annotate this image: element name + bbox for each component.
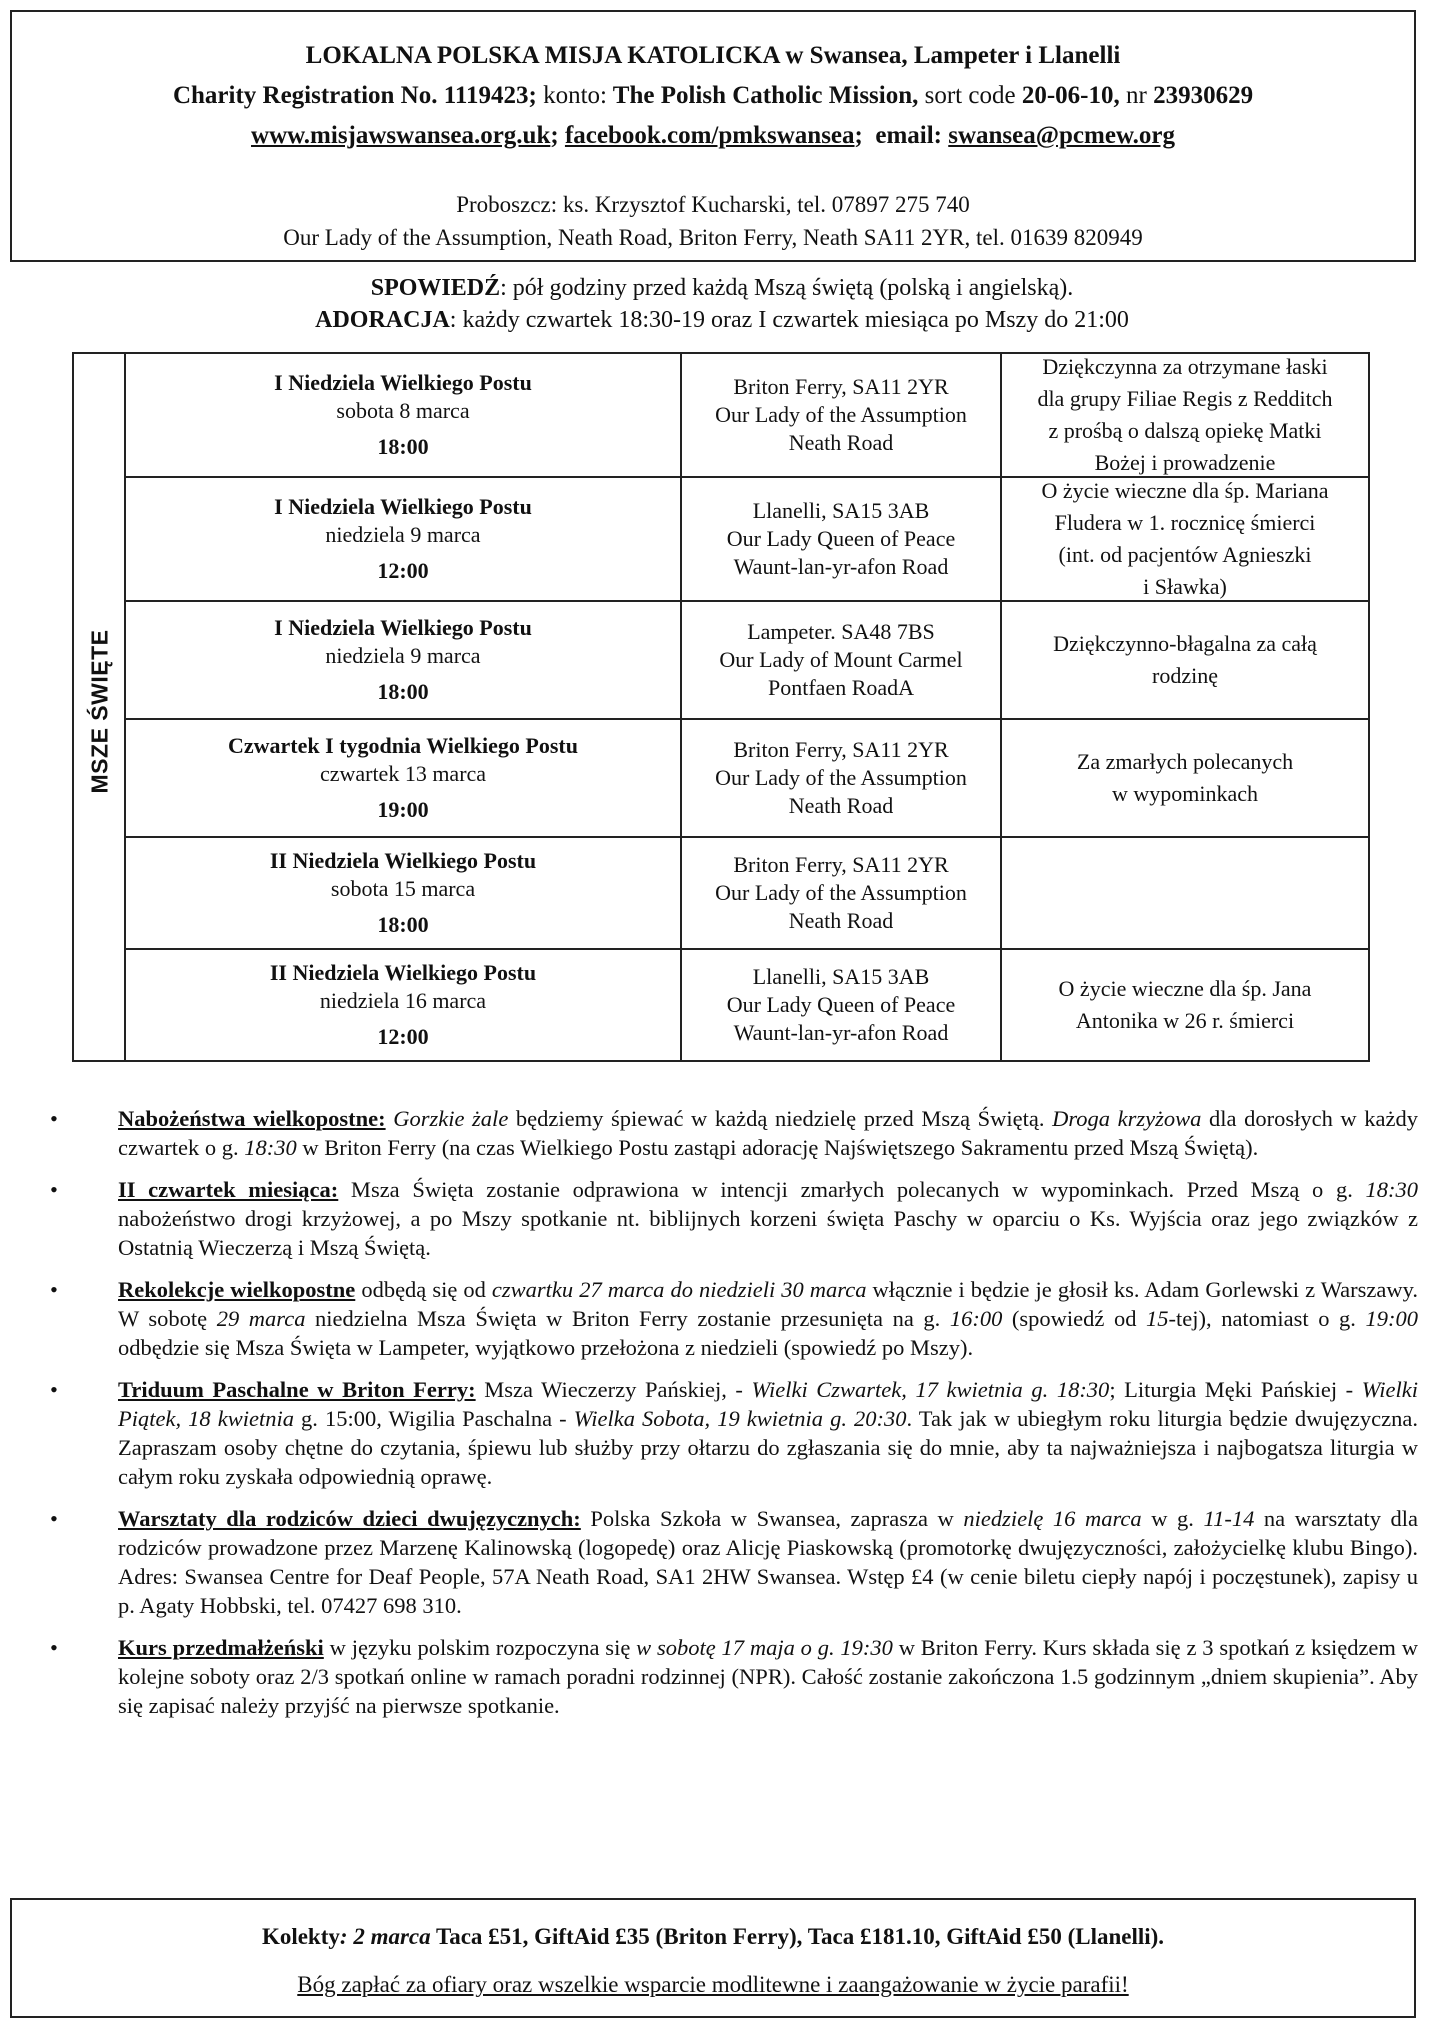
bullet-icon: •: [50, 1177, 58, 1202]
confession-text: : pół godziny przed każdą Mszą świętą (polską i angielską).: [500, 275, 1074, 301]
announcement-text: ; Liturgia Męki Pańskiej -: [1109, 1377, 1362, 1402]
announcement-text: włącznie i będzie je głosił ks. Adam Gorlewski z Warszawy. W sobotę: [118, 1277, 1419, 1331]
mass-date: czwartek 13 marca: [319, 761, 487, 786]
mass-intention-cell: [1002, 720, 1368, 836]
intention-line: Fludera w 1. rocznicę śmierci: [1054, 510, 1316, 535]
emphasis-text: Wielki Czwartek, 17 kwietnia g. 18:30: [751, 1377, 1110, 1402]
mass-title: Czwartek I tygodnia Wielkiego Postu: [228, 733, 578, 758]
mass-intention-cell: [1002, 950, 1368, 1060]
confession-label: SPOWIEDŹ: [370, 275, 501, 301]
announcement-heading: II czwartek miesiąca:: [118, 1177, 339, 1202]
mass-place-cell: [682, 602, 1002, 718]
announcement-text: w języku polskim rozpoczyna się: [323, 1635, 637, 1660]
announcement-heading: Rekolekcje wielkopostne: [118, 1277, 356, 1302]
place-line: Briton Ferry, SA11 2YR: [733, 737, 949, 762]
bullet-icon: •: [50, 1106, 58, 1131]
place-line: Waunt-lan-yr-afon Road: [733, 1020, 949, 1045]
announcement-text: w Briton Ferry (na czas Wielkiego Postu zastąpi adorację Najświętszego Sakramentu przed Mszą Świętą).: [296, 1135, 1259, 1160]
announcement-heading: Nabożeństwa wielkopostne:: [118, 1106, 386, 1131]
mass-title-cell: [126, 950, 682, 1060]
intention-line: Antonika w 26 r. śmierci: [1075, 1008, 1295, 1033]
collection-box: [10, 1898, 1416, 2018]
mass-title-cell: [126, 720, 682, 836]
place-line: Our Lady Queen of Peace: [726, 526, 956, 551]
mass-title-cell: [126, 602, 682, 718]
mass-row: [126, 602, 1368, 720]
intention-line: O życie wieczne dla śp. Jana: [1058, 976, 1312, 1001]
mass-title: I Niedziela Wielkiego Postu: [274, 615, 532, 640]
mass-time: 18:00: [377, 679, 429, 704]
announcement-text: Msza Święta zostanie odprawiona w intencji zmarłych polecanych w wypominkach. Przed Mszą o g.: [338, 1177, 1366, 1202]
place-line: Waunt-lan-yr-afon Road: [733, 554, 949, 579]
mass-title: II Niedziela Wielkiego Postu: [269, 848, 537, 873]
account-name: The Polish Catholic Mission,: [612, 82, 919, 109]
charity-registration: Charity Registration No. 1119423;: [172, 82, 537, 109]
intention-line: O życie wieczne dla śp. Mariana: [1041, 478, 1329, 503]
place-line: Llanelli, SA15 3AB: [752, 964, 930, 989]
announcement-heading: Warsztaty dla rodziców dzieci dwujęzycznych:: [118, 1506, 581, 1531]
emphasis-text: czwartku 27 marca do niedzieli 30 marca: [491, 1277, 867, 1302]
intention-line: Bożej i prowadzenie: [1094, 450, 1276, 475]
place-line: Our Lady of Mount Carmel: [719, 647, 963, 672]
mass-date: niedziela 9 marca: [325, 522, 481, 547]
announcement-text: (spowiedź od: [1002, 1306, 1147, 1331]
bullet-icon: •: [50, 1277, 58, 1302]
confession-info: [0, 272, 1444, 336]
emphasis-text: Wielki Piątek, 18 kwietnia: [118, 1377, 1418, 1431]
email-label: email:: [875, 122, 942, 149]
intention-line: dla grupy Filiae Regis z Redditch: [1037, 386, 1333, 411]
announcement-item: [48, 1633, 1418, 1720]
emphasis-text: 29 marca: [216, 1306, 306, 1331]
announcement-text: w g.: [1141, 1506, 1204, 1531]
place-line: Pontfaen RoadA: [767, 675, 915, 700]
collection-line: [12, 1924, 1414, 1950]
mass-title-cell: [126, 354, 682, 476]
mass-time: 12:00: [377, 558, 429, 583]
mass-time: 12:00: [377, 1024, 429, 1049]
announcements-list: [48, 1104, 1418, 1733]
emphasis-text: 18:30: [244, 1135, 297, 1160]
mass-row: [126, 720, 1368, 838]
collection-colon: :: [339, 1924, 348, 1949]
intention-line: w wypominkach: [1111, 781, 1259, 806]
mass-title: I Niedziela Wielkiego Postu: [274, 370, 532, 395]
announcement-text: niedzielna Msza Święta w Briton Ferry zostanie przesunięta na g.: [305, 1306, 950, 1331]
mass-row: [126, 354, 1368, 478]
announcement-text: Msza Wieczerzy Pańskiej, -: [475, 1377, 752, 1402]
announcement-item: [48, 1504, 1418, 1620]
collection-amounts: Taca £51, GiftAid £35 (Briton Ferry), Taca £181.10, GiftAid £50 (Llanelli).: [430, 1924, 1165, 1949]
mass-date: sobota 15 marca: [330, 876, 476, 901]
bullet-icon: •: [50, 1506, 58, 1531]
mass-place-cell: [682, 478, 1002, 600]
place-line: Our Lady of the Assumption: [715, 880, 967, 905]
sort-code-label: sort code: [924, 82, 1016, 109]
konto-label: konto:: [543, 82, 607, 109]
announcement-text: odbędą się od: [355, 1277, 492, 1302]
mass-place-cell: [682, 354, 1002, 476]
announcement-text: Polska Szkoła w Swansea, zaprasza w: [580, 1506, 964, 1531]
intention-line: z prośbą o dalszą opiekę Matki: [1048, 418, 1322, 443]
mass-row: [126, 478, 1368, 602]
mass-time: 19:00: [377, 797, 429, 822]
charity-line: [12, 82, 1414, 110]
emphasis-text: 16:00: [949, 1306, 1003, 1331]
mass-title: I Niedziela Wielkiego Postu: [274, 494, 532, 519]
emphasis-text: niedzielę 16 marca: [963, 1506, 1142, 1531]
announcement-text: nabożeństwo drogi krzyżowej, a po Mszy spotkanie nt. biblijnych korzeni święta Paschy w oparciu o Ks. Wyjścia oraz jego związków z Ostatnią Wieczerzą i Mszą Świętą.: [118, 1206, 1418, 1260]
intention-line: i Sławka): [1143, 574, 1227, 599]
adoration-text: : każdy czwartek 18:30-19 oraz I czwartek miesiąca po Mszy do 21:00: [449, 307, 1129, 333]
announcement-text: na warsztaty dla rodziców prowadzone przez Marzenę Kalinowską (logopedę) oraz Alicję Piaskowską (promotorkę dwujęzyczności, założycielkę klubu Bingo). Adres: Swansea Centre for Deaf People, 57A Neath Road, SA1 2HW Swansea. Wstęp £4 (w cenie biletu ciepły napój i poczęstunek), zapisy u p. Agaty Hobbski, tel. 07427 698 310.: [118, 1506, 1419, 1618]
emphasis-text: Gorzkie żale: [393, 1106, 509, 1131]
intention-line: Dziękczynno-błagalna za całą: [1053, 631, 1317, 656]
church-address: Our Lady of the Assumption, Neath Road, Briton Ferry, Neath SA11 2YR, tel. 01639 820949: [283, 225, 1143, 250]
intention-line: (int. od pacjentów Agnieszki: [1058, 542, 1312, 567]
bullet-icon: •: [50, 1635, 58, 1660]
emphasis-text: 15: [1146, 1306, 1169, 1331]
announcement-text: -tej), natomiast o g.: [1168, 1306, 1366, 1331]
place-line: Briton Ferry, SA11 2YR: [733, 374, 949, 399]
place-line: Lampeter. SA48 7BS: [747, 619, 935, 644]
contact-line: www.misjawswansea.org.uk; facebook.com/pmkswansea; email: swansea@pcmew.org: [251, 122, 1175, 149]
announcement-item: [48, 1104, 1418, 1162]
emphasis-text: w sobotę 17 maja o g. 19:30: [636, 1635, 893, 1660]
nr-label: nr: [1125, 82, 1147, 109]
pastor-info: [12, 188, 1414, 254]
mass-intention-cell: [1002, 478, 1368, 600]
collection-date: 2 marca: [347, 1924, 431, 1949]
emphasis-text: 19:00: [1365, 1306, 1418, 1331]
announcement-heading: Triduum Paschalne w Briton Ferry:: [118, 1377, 476, 1402]
thanks-line: Bóg zapłać za ofiary oraz wszelkie wsparcie modlitewne i zaangażowanie w życie parafii!: [297, 1972, 1129, 1997]
mass-date: niedziela 9 marca: [325, 643, 481, 668]
mass-intention-cell: [1002, 354, 1368, 476]
mass-time: 18:00: [377, 434, 429, 459]
mass-title: II Niedziela Wielkiego Postu: [269, 960, 537, 985]
place-line: Our Lady Queen of Peace: [726, 992, 956, 1017]
table-side-column: [74, 354, 126, 1060]
place-line: Neath Road: [788, 430, 894, 455]
place-line: Our Lady of the Assumption: [715, 765, 967, 790]
collection-label: Kolekty: [261, 1924, 340, 1949]
header-box: [10, 10, 1416, 262]
account-number: 23930629: [1153, 82, 1254, 109]
announcement-heading: Kurs przedmałżeński: [118, 1635, 324, 1660]
email-link[interactable]: swansea@pcmew.org: [948, 122, 1175, 149]
emphasis-text: Droga krzyżowa: [1052, 1106, 1202, 1131]
adoration-label: ADORACJA: [315, 307, 450, 333]
sort-code: 20-06-10,: [1021, 82, 1120, 109]
mass-row: [126, 950, 1368, 1060]
mass-title-cell: [126, 838, 682, 948]
announcement-text: dla dorosłych w każdy czwartek o g.: [118, 1106, 1419, 1160]
intention-line: Dziękczynna za otrzymane łaski: [1042, 354, 1328, 379]
mass-place-cell: [682, 950, 1002, 1060]
mass-schedule-table: [72, 352, 1370, 1062]
announcement-text: . Tak jak w ubiegłym roku liturgia będzie dwujęzyczna. Zapraszam osoby chętne do czytania, śpiewu lub służby przy ołtarzu do zgłaszania się do mnie, aby ta najważniejsza i najbogatsza liturgia w całym roku zyskała odpowiednią oprawę.: [118, 1406, 1418, 1489]
announcement-text: odbędzie się Msza Święta w Lampeter, wyjątkowo przełożona z niedzieli (spowiedź po Mszy).: [118, 1335, 974, 1360]
mass-date: sobota 8 marca: [336, 398, 470, 423]
announcement-text: g. 15:00, Wigilia Paschalna -: [293, 1406, 574, 1431]
bullet-icon: •: [50, 1377, 58, 1402]
emphasis-text: 11-14: [1203, 1506, 1255, 1531]
place-line: Neath Road: [788, 793, 894, 818]
emphasis-text: 18:30: [1365, 1177, 1418, 1202]
announcement-text: w Briton Ferry. Kurs składa się z 3 spotkań z księdzem w kolejne soboty oraz 2/3 spotkań online w ramach poradni rodzinnej (NPR). Całość zostanie zakończona 1.5 godzinnym „dniem skupienia”. Aby się zapisać należy przyjść na pierwsze spotkanie.: [118, 1635, 1418, 1718]
place-line: Neath Road: [788, 908, 894, 933]
place-line: Our Lady of the Assumption: [715, 402, 967, 427]
place-line: Briton Ferry, SA11 2YR: [733, 852, 949, 877]
mission-title: LOKALNA POLSKA MISJA KATOLICKA w Swansea, Lampeter i Llanelli: [305, 42, 1121, 69]
place-line: Llanelli, SA15 3AB: [752, 498, 930, 523]
website-link[interactable]: www.misjawswansea.org.uk: [251, 122, 551, 149]
mass-date: niedziela 16 marca: [319, 988, 487, 1013]
intention-line: rodzinę: [1152, 663, 1218, 688]
adoration-line: [0, 304, 1444, 336]
mass-place-cell: [682, 720, 1002, 836]
intention-line: Za zmarłych polecanych: [1076, 749, 1294, 774]
announcement-item: [48, 1275, 1418, 1362]
announcement-item: [48, 1375, 1418, 1491]
mass-title-cell: [126, 478, 682, 600]
announcement-item: [48, 1175, 1418, 1262]
announcement-text: będziemy śpiewać w każdą niedzielę przed Mszą Świętą.: [508, 1106, 1053, 1131]
masses-label: MSZE ŚWIĘTE: [86, 629, 113, 794]
confession-line: [0, 272, 1444, 304]
mass-row: [126, 838, 1368, 950]
mass-time: 18:00: [377, 912, 429, 937]
emphasis-text: Wielka Sobota, 19 kwietnia g. 20:30: [573, 1406, 907, 1431]
mass-intention-cell: [1002, 838, 1368, 948]
pastor-line: Proboszcz: ks. Krzysztof Kucharski, tel. 07897 275 740: [456, 192, 970, 217]
mass-intention-cell: [1002, 602, 1368, 718]
facebook-link[interactable]: facebook.com/pmkswansea: [564, 122, 855, 149]
mass-place-cell: [682, 838, 1002, 948]
